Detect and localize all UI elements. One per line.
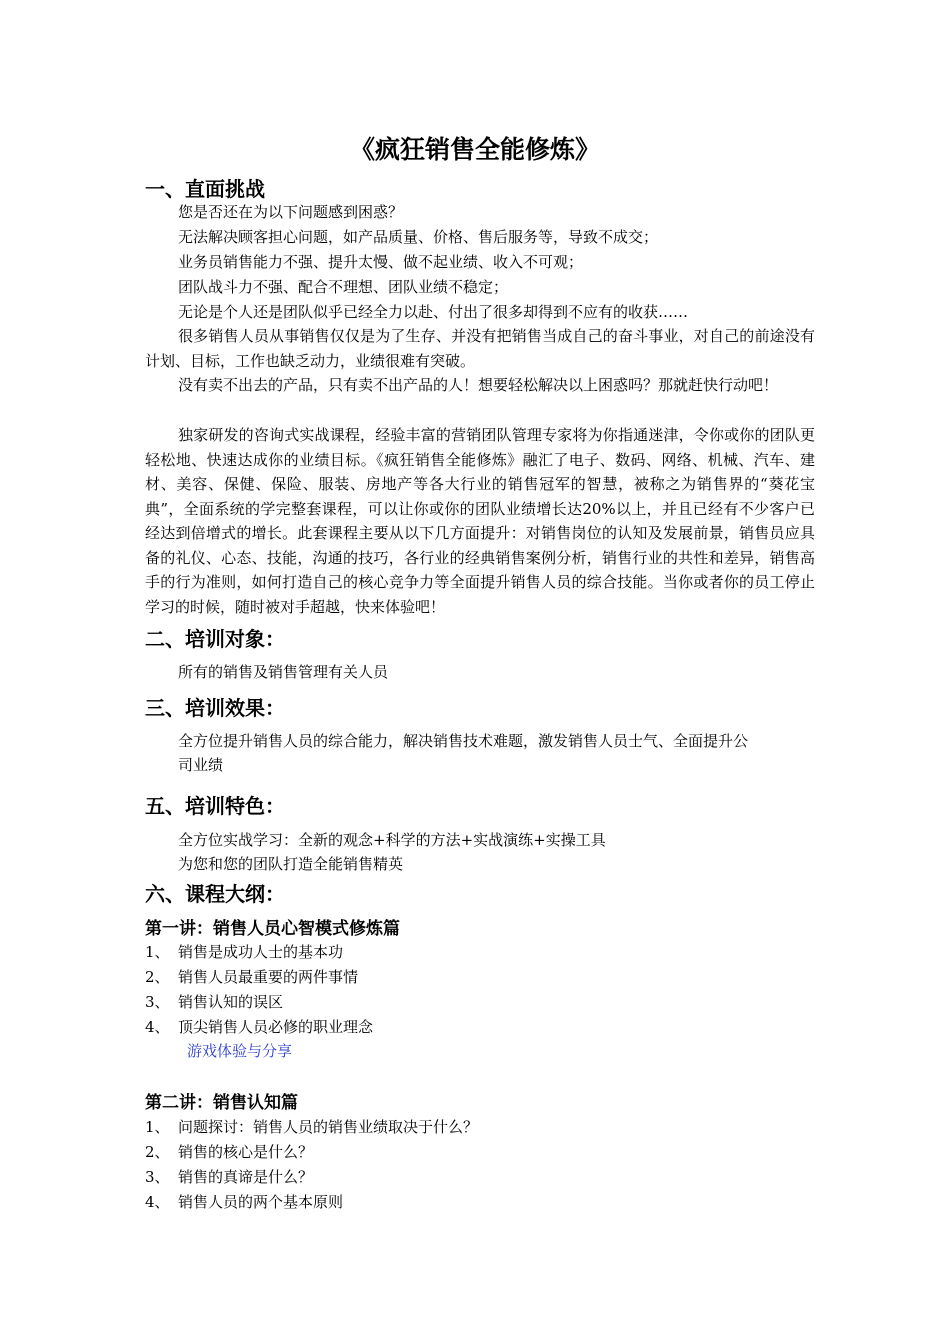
paragraph: 独家研发的咨询式实战课程，经验丰富的营销团队管理专家将为你指通迷津，令你或你的团队更轻松地、快速达成你的业绩目标。《疯狂销售全能修炼》融汇了电子、数码、网络、机械、汽车、建材、美容、保健、保险、服装、房地产等各大行业的销售冠军的智慧，被称之为销售界的“葵花宝典”，全面系统的学完整套课程，可以让你或你的团队业绩增长达20%以上，并且已经有不少客户已经达到倍增式的增长。此套课程主要从以下几方面提升：对销售岗位的认知及发展前景，销售员应具备的礼仪、心态、技能，沟通的技巧，各行业的经典销售案例分析，销售行业的共性和差异，销售高手的行为准则，如何打造自己的核心竞争力等全面提升销售人员的综合技能。当你或者你的员工停止学习的时候，随时被对手超越，快来体验吧！ xyxy=(145,426,815,616)
list-item: 2、 销售人员最重要的两件事情 xyxy=(145,968,359,986)
paragraph-line: 团队战斗力不强、配合不理想、团队业绩不稳定； xyxy=(178,278,509,296)
section-heading-challenges: 一、直面挑战 xyxy=(145,177,265,201)
paragraph-line: 全方位实战学习：全新的观念+科学的方法+实战演练+实操工具 xyxy=(178,831,606,849)
paragraph-line: 业务员销售能力不强、提升太慢、做不起业绩、收入不可观； xyxy=(178,253,584,271)
paragraph-line: 全方位提升销售人员的综合能力，解决销售技术难题，激发销售人员士气、全面提升公 xyxy=(178,732,749,750)
list-item: 1、 销售是成功人士的基本功 xyxy=(145,943,344,961)
list-item: 1、 问题探讨：销售人员的销售业绩取决于什么？ xyxy=(145,1118,479,1136)
list-item: 4、 销售人员的两个基本原则 xyxy=(145,1193,344,1211)
list-item: 2、 销售的核心是什么？ xyxy=(145,1143,314,1161)
section-heading-effects: 三、培训效果： xyxy=(145,696,285,720)
list-item: 4、 顶尖销售人员必修的职业理念 xyxy=(145,1018,374,1036)
document-title: 《疯狂销售全能修炼》 xyxy=(349,135,600,164)
lecture-title: 第一讲：销售人员心智模式修炼篇 xyxy=(145,919,400,939)
paragraph: 没有卖不出去的产品，只有卖不出产品的人！想要轻松解决以上困惑吗？那就赶快行动吧！ xyxy=(178,376,779,394)
paragraph: 很多销售人员从事销售仅仅是为了生存、并没有把销售当成自己的奋斗事业，对自己的前途没有计划、目标，工作也缺乏动力，业绩很难有突破。 xyxy=(145,327,815,370)
audience-text: 所有的销售及销售管理有关人员 xyxy=(178,663,389,681)
list-item: 3、 销售的真谛是什么？ xyxy=(145,1168,314,1186)
paragraph-line: 您是否还在为以下问题感到困惑？ xyxy=(178,203,404,221)
section-heading-outline: 六、课程大纲： xyxy=(145,882,285,906)
list-item: 3、 销售认知的误区 xyxy=(145,993,284,1011)
paragraph-line: 无法解决顾客担心问题，如产品质量、价格、售后服务等，导致不成交； xyxy=(178,228,659,246)
lecture-title: 第二讲：销售认知篇 xyxy=(145,1093,298,1113)
section-heading-audience: 二、培训对象： xyxy=(145,627,285,651)
activity-note: 游戏体验与分享 xyxy=(187,1042,293,1060)
paragraph-line: 司业绩 xyxy=(178,756,224,774)
paragraph-line: 无论是个人还是团队似乎已经全力以赴、付出了很多却得到不应有的收获…… xyxy=(178,303,689,321)
paragraph-line: 为您和您的团队打造全能销售精英 xyxy=(178,855,404,873)
section-heading-features: 五、培训特色： xyxy=(145,794,285,818)
